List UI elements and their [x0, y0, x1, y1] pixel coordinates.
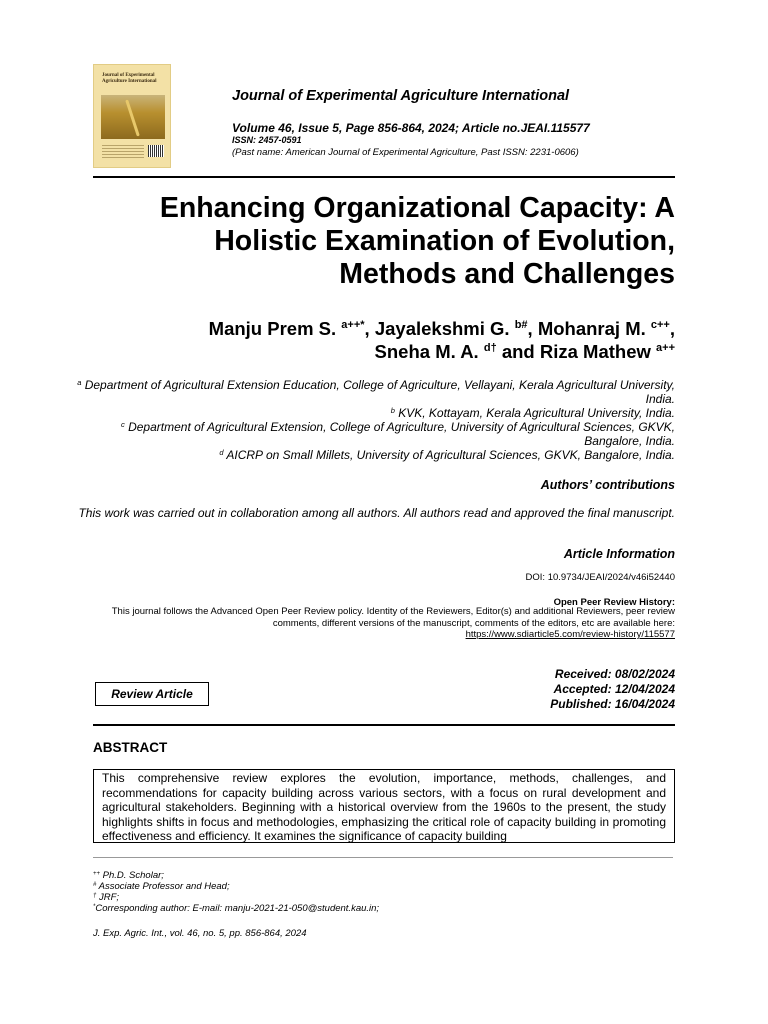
volume-info: Volume 46, Issue 5, Page 856-864, 2024; Article no.JEAI.115577: [232, 121, 590, 135]
footnotes: [93, 870, 379, 914]
footnote: † JRF;: [93, 892, 120, 903]
publication-dates: [550, 667, 675, 712]
title-line: Holistic Examination of Evolution,: [214, 225, 675, 257]
peer-review-text: This journal follows the Advanced Open Peer Review policy. Identity of the Reviewers, Editor(s) and additional Reviewers, peer review comments, different versions of the manuscript, comments of the editors, etc are available here: https://www.sdiarticle5.com/review-history/115577: [111, 606, 675, 640]
footnote-divider: [93, 857, 673, 858]
author-name: Manju Prem S.: [208, 318, 337, 339]
published-date: Published: 16/04/2024: [550, 697, 675, 711]
past-name: (Past name: American Journal of Experimental Agriculture, Past ISSN: 2231-0606): [232, 147, 579, 158]
peer-review-heading: Open Peer Review History:: [553, 597, 675, 608]
footnote: *Corresponding author: E-mail: manju-2021-21-050@student.kau.in;: [93, 903, 380, 914]
footnote: ++ Ph.D. Scholar;: [93, 870, 164, 881]
author-name: Riza Mathew: [539, 341, 651, 362]
issn: ISSN: 2457-0591: [232, 135, 302, 145]
abstract-text: This comprehensive review explores the evolution, importance, methods, challenges, and recommendations for capacity building across various sectors, with a focus on rural development and agricultural stakeholders. Beginning with a historical overview from the 1960s to the present, the study highlights shifts in focus and methodologies, emphasizing the critical role of capacity building in promoting effectiveness and efficiency. It examines the significance of capacity building: [93, 769, 675, 843]
paper-title: [75, 192, 675, 291]
cover-barcode: [148, 145, 164, 157]
author-name: Mohanraj M.: [537, 318, 646, 339]
author-list: Manju Prem S. $^{a++*}$, Jayalekshmi G. $^{b\#}$, Mohanraj M. $^{c++}$, Sneha M. A. $^{d\dagger}$ and Riza Mathew $^{a++}$: [208, 318, 675, 362]
doi: DOI: 10.9734/JEAI/2024/v46i52440: [525, 572, 675, 583]
accepted-date: Accepted: 12/04/2024: [553, 682, 675, 696]
author-affil-mark: a++*: [341, 319, 365, 331]
affiliations: [75, 378, 675, 462]
author-conjunction: and: [501, 341, 535, 362]
cover-photo-wheat: [101, 95, 165, 139]
author-name: Jayalekshmi G.: [374, 318, 510, 339]
abstract-heading: ABSTRACT: [93, 740, 168, 755]
footnote: # Associate Professor and Head;: [93, 881, 230, 892]
author-name: Sneha M. A.: [374, 341, 479, 362]
contributions-heading: Authors’ contributions: [540, 478, 675, 492]
title-line: Enhancing Organizational Capacity: A: [159, 192, 675, 224]
cover-text-lines: [102, 145, 144, 159]
affiliation: $^d$ AICRP on Small Millets, University of Agricultural Sciences, GKVK, Bangalore, India.: [219, 448, 675, 462]
author-affil-mark: c++: [650, 319, 670, 331]
peer-review-link[interactable]: https://www.sdiarticle5.com/review-history/115577: [465, 629, 675, 640]
header-divider: [93, 176, 675, 178]
contributions-text: This work was carried out in collaboration among all authors. All authors read and approved the final manuscript.: [78, 506, 675, 520]
article-type-badge: Review Article: [95, 682, 209, 706]
citation: J. Exp. Agric. Int., vol. 46, no. 5, pp. 856-864, 2024: [93, 928, 307, 939]
affiliation: $^a$ Department of Agricultural Extension Education, College of Agriculture, Vellayani, Kerala Agricultural University, India.: [77, 378, 675, 406]
journal-cover-image: [93, 64, 171, 168]
article-info-heading: Article Information: [563, 547, 675, 561]
section-divider: [93, 724, 675, 726]
author-affil-mark: a++: [656, 342, 675, 354]
cover-title: Journal of Experimental Agriculture International: [102, 73, 157, 84]
author-affil-mark: d†: [483, 342, 497, 354]
received-date: Received: 08/02/2024: [554, 667, 675, 681]
affiliation: $^b$ KVK, Kottayam, Kerala Agricultural University, India.: [390, 406, 675, 420]
title-line: Methods and Challenges: [339, 258, 675, 290]
author-affil-mark: b#: [514, 319, 528, 331]
affiliation: $^c$ Department of Agricultural Extension, College of Agriculture, University of Agricultural Sciences, GKVK, Bangalore, India.: [121, 420, 675, 448]
journal-name: Journal of Experimental Agriculture International: [232, 88, 570, 104]
